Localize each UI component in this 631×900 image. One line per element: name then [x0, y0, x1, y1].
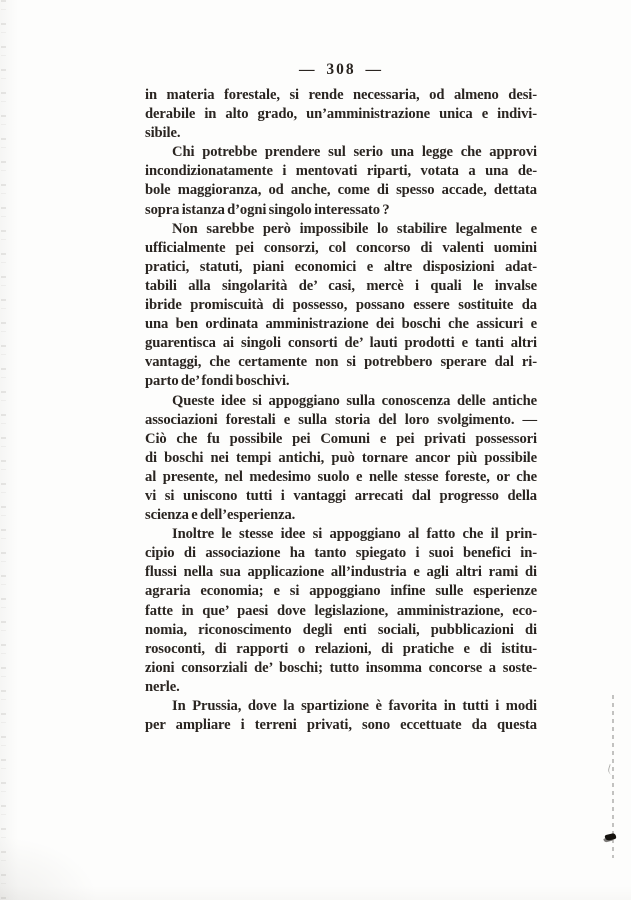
text-line: pratici, statuti, piani economici e altre disposizioni adat-	[145, 258, 537, 275]
text-line: cipio di associazione ha tanto spiegato i suoi benefici in-	[145, 545, 537, 562]
text-line: sibile.	[145, 125, 181, 142]
text-line: associazioni forestali e sulla storia del loro svolgimento. —	[145, 411, 537, 428]
text-line: In Prussia, dove la spartizione è favorita in tutti i modi	[172, 698, 537, 714]
text-line: in materia forestale, si rende necessaria, od almeno desi-	[145, 87, 537, 103]
body-text-block	[145, 86, 537, 735]
text-line: sopra istanza d’ogni singolo interessato ?	[145, 201, 390, 218]
text-line: ibride promiscuità di possesso, possano essere sostituite da	[145, 297, 537, 314]
page-number: — 308 —	[299, 61, 383, 78]
text-line: parto de’ fondi boschivi.	[145, 373, 290, 390]
text-line: nerle.	[145, 678, 180, 695]
text-line: Ciò che fu possibile pei Comuni e pei privati possessori	[145, 430, 537, 447]
text-line: Non sarebbe però impossibile lo stabilire legalmente e	[172, 220, 537, 237]
text-line: una ben ordinata amministrazione dei boschi che assicuri e	[145, 316, 537, 333]
text-line: vantaggi, che certamente non si potrebbero sperare dal ri-	[145, 354, 537, 371]
text-line: derabile in alto grado, un’amministrazione unica e indivi-	[145, 106, 537, 123]
left-edge-scan-marks	[1, 0, 6, 900]
text-line: al presente, nel medesimo suolo e nelle stesse foreste, or che	[145, 468, 537, 485]
text-line: rosoconti, di rapporti o relazioni, di pratiche e di istitu-	[145, 640, 537, 657]
text-line: per ampliare i terreni privati, sono eccettuate da questa	[145, 717, 537, 734]
text-line: flussi nella sua applicazione all’industria e agli altri rami di	[145, 564, 537, 581]
ink-spot	[604, 833, 616, 841]
text-line: zioni consorziali de’ boschi; tutto insomma concorse a soste-	[145, 659, 537, 676]
text-line: tabili alla singolarità de’ casi, mercè i quali le invalse	[145, 277, 537, 294]
text-line: Chi potrebbe prendere sul serio una legge che approvi	[172, 144, 537, 161]
text-line: ufficialmente pei consorzi, col concorso di valenti uomini	[145, 239, 537, 256]
text-line: nomia, riconoscimento degli enti sociali, pubblicazioni di	[145, 621, 537, 638]
right-crease-kink	[607, 764, 618, 776]
text-line: scienza e dell’esperienza.	[145, 507, 296, 524]
text-line: bole maggioranza, od anche, come di spesso accade, dettata	[145, 182, 537, 199]
text-line: Queste idee si appoggiano sulla conoscenza delle antiche	[172, 392, 537, 409]
text-line: agraria economia; e si appoggiano infine sulle esperienze	[145, 583, 537, 600]
text-line: fatte in que’ paesi dove legislazione, amministrazione, eco-	[145, 602, 537, 619]
text-line: di boschi nei tempi antichi, può tornare ancor più possibile	[145, 449, 537, 466]
text-line: guarentisca ai singoli consorti de’ lauti prodotti e tanti altri	[145, 335, 537, 352]
text-line: vi si uniscono tutti i vantaggi arrecati dal progresso della	[145, 487, 537, 504]
right-crease-line	[612, 695, 614, 858]
text-line: incondizionatamente i mentovati riparti, votata a una de-	[145, 163, 537, 180]
text-line: Inoltre le stesse idee si appoggiano al fatto che il prin-	[172, 526, 537, 543]
